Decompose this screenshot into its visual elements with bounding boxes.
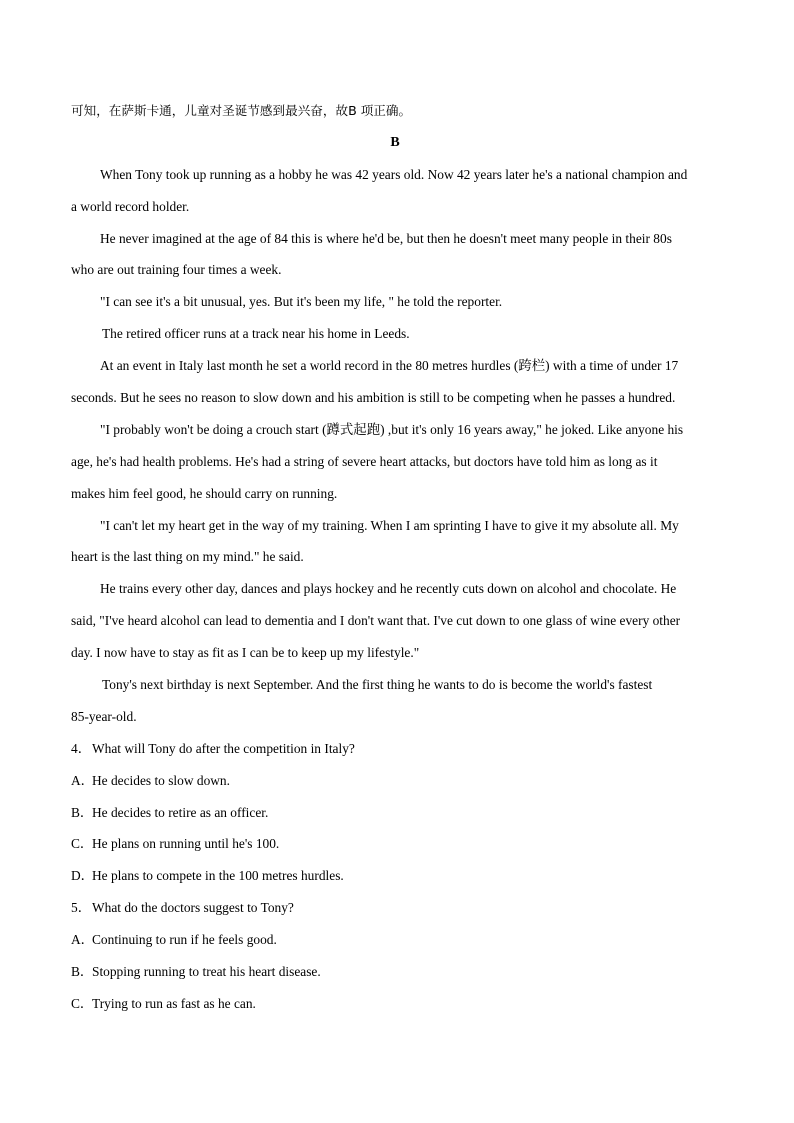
paragraph-1-line-2: a world record holder. xyxy=(71,198,190,214)
question-4-text: What will Tony do after the competition in Italy? xyxy=(92,740,355,756)
section-title: B xyxy=(390,134,400,150)
paragraph-7-line-2: heart is the last thing on my mind." he said. xyxy=(71,549,304,565)
paragraph-4: The retired officer runs at a track near his home in Leeds. xyxy=(102,326,410,342)
question-4-option-c xyxy=(71,833,719,865)
paragraph-5-line-1: At an event in Italy last month he set a world record in the 80 metres hurdles (跨栏) with a time of under 17 xyxy=(100,358,679,374)
paragraph-2-line-1: He never imagined at the age of 84 this is where he'd be, but then he doesn't meet many people in their 80s xyxy=(100,230,672,246)
option-label: B． xyxy=(71,964,94,980)
option-text: Stopping running to treat his heart disease. xyxy=(92,964,321,980)
paragraph-8-line-3: day. I now have to stay as fit as I can be to keep up my lifestyle." xyxy=(71,645,420,661)
document-body xyxy=(71,100,719,1025)
question-4-option-a xyxy=(71,770,719,802)
option-text: Continuing to run if he feels good. xyxy=(92,932,277,948)
paragraph-5-line-2: seconds. But he sees no reason to slow down and his ambition is still to be competing when he passes a hundred. xyxy=(71,390,676,406)
question-5-option-a xyxy=(71,929,719,961)
paragraph-3: "I can see it's a bit unusual, yes. But it's been my life, " he told the reporter. xyxy=(100,294,503,310)
option-label: A． xyxy=(71,932,95,948)
paragraph-2-line-2: who are out training four times a week. xyxy=(71,262,282,278)
option-text: He plans to compete in the 100 metres hurdles. xyxy=(92,868,344,884)
paragraph-9-line-2: 85-year-old. xyxy=(71,708,137,724)
option-text: Trying to run as fast as he can. xyxy=(92,995,256,1011)
paragraph-1-line-1: When Tony took up running as a hobby he was 42 years old. Now 42 years later he's a national champion and xyxy=(100,166,688,182)
paragraph-8-line-1: He trains every other day, dances and plays hockey and he recently cuts down on alcohol and chocolate. He xyxy=(100,581,677,597)
question-5 xyxy=(71,897,719,929)
option-text: He plans on running until he's 100. xyxy=(92,836,280,852)
question-5-number: 5． xyxy=(71,900,92,916)
paragraph-8-line-2: said, "I've heard alcohol can lead to dementia and I don't want that. I've cut down to one glass of wine every other xyxy=(71,613,681,629)
question-5-option-b xyxy=(71,961,719,993)
paragraph-7-line-1: "I can't let my heart get in the way of my training. When I am sprinting I have to give it my absolute all. My xyxy=(100,517,679,533)
answer-explanation-line: 可知，在萨斯卡通，儿童对圣诞节感到最兴奋，故B 项正确。 xyxy=(71,103,412,118)
question-4 xyxy=(71,738,719,770)
question-4-number: 4． xyxy=(71,740,92,756)
option-label: A． xyxy=(71,772,95,788)
option-text: He decides to slow down. xyxy=(92,772,230,788)
question-5-text: What do the doctors suggest to Tony? xyxy=(92,900,294,916)
option-label: B． xyxy=(71,804,94,820)
paragraph-9-line-1: Tony's next birthday is next September. And the first thing he wants to do is become the world's fastest xyxy=(102,677,653,693)
paragraph-6-line-2: age, he's had health problems. He's had a string of severe heart attacks, but doctors have told him as long as it xyxy=(71,453,658,469)
paragraph-6-line-3: makes him feel good, he should carry on running. xyxy=(71,485,338,501)
option-label: C． xyxy=(71,836,94,852)
question-4-option-d xyxy=(71,865,719,897)
question-5-option-c xyxy=(71,993,719,1025)
option-label: C． xyxy=(71,995,94,1011)
option-label: D． xyxy=(71,868,95,884)
paragraph-6-line-1: "I probably won't be doing a crouch start (蹲式起跑) ,but it's only 16 years away," he joked. Like anyone his xyxy=(100,421,684,437)
option-text: He decides to retire as an officer. xyxy=(92,804,269,820)
question-4-option-b xyxy=(71,802,719,834)
